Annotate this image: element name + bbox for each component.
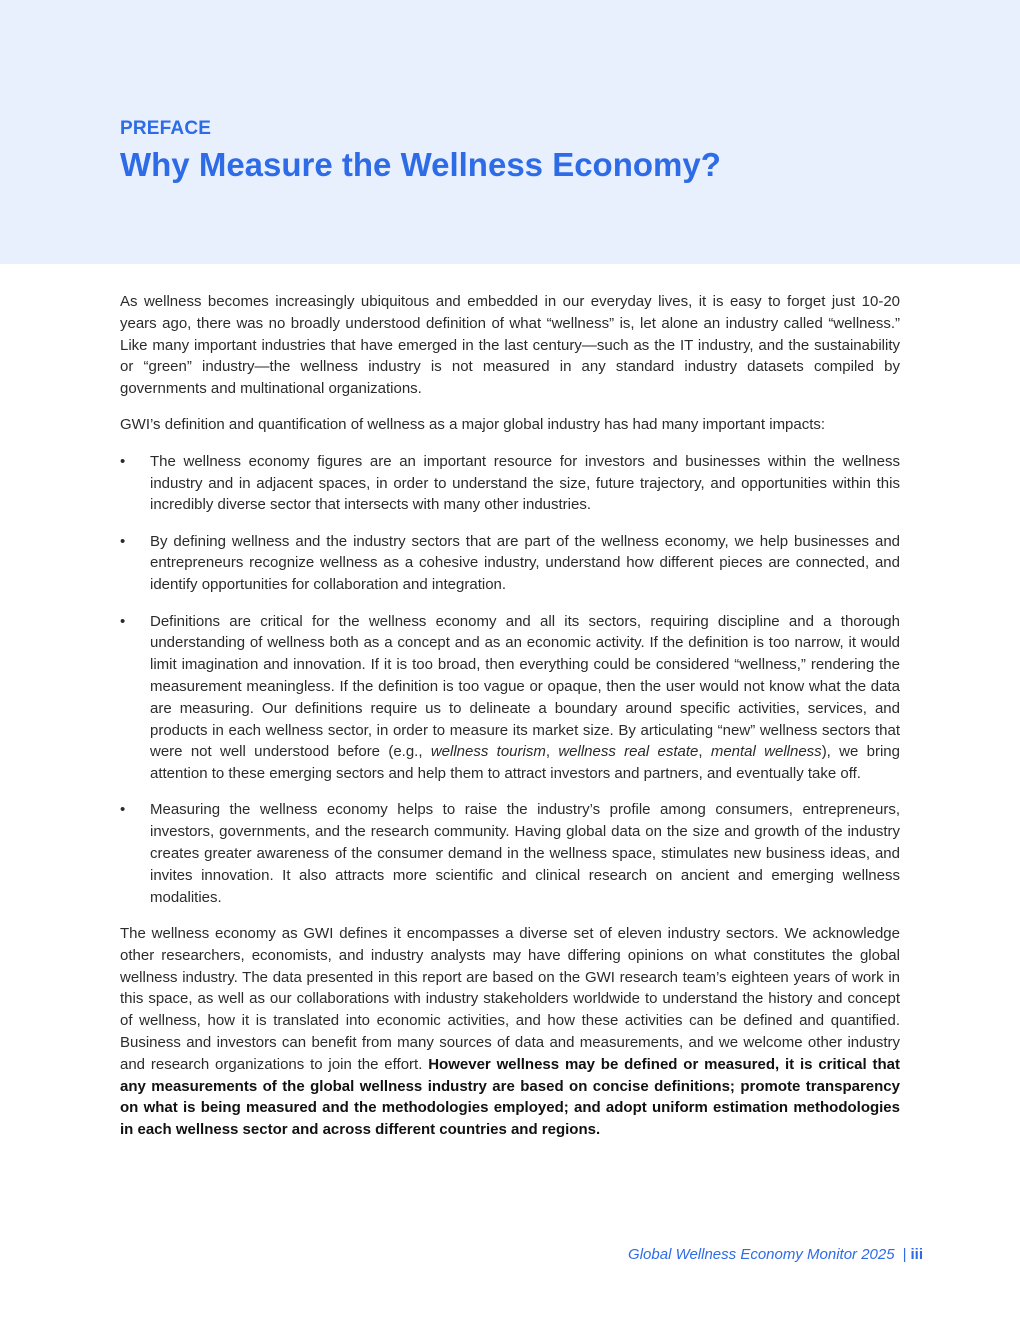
list-item-text: By defining wellness and the industry sectors that are part of the wellness economy, we help businesses and entrepreneurs recognize wellness as a cohesive industry, understand how different pieces are connected, and identify opportunities for collaboration and integration. (150, 532, 900, 594)
page-number: iii (910, 1246, 923, 1263)
paragraph-intro: As wellness becomes increasingly ubiquitous and embedded in our everyday lives, it is easy to forget just 10-20 years ago, there was no broadly understood definition of what “wellness” is, let alone an industry called “wellness.” Like many important industries that have emerged in the last century—such as the IT industry, and the sustainability or “green” industry—the wellness industry is not measured in any standard industry datasets compiled by governments and multinational organizations. (120, 293, 900, 398)
text-run: The wellness economy as GWI defines it encompasses a diverse set of eleven industry sectors. We acknowledge other researchers, economists, and industry analysts may have differing opinions on what constitutes the global wellness industry. The data presented in this report are based on the GWI research team’s eighteen years of work in this space, as well as our collaborations with industry stakeholders worldwide to understand the history and concept of wellness, how it is translated into economic activities, and how these activities can be defined and quantified. Business and investors can benefit from many sources of data and measurements, and we welcome other industry and research organizations to join the effort. (120, 924, 900, 1073)
list-item-text: The wellness economy figures are an important resource for investors and businesses within the wellness industry and in adjacent spaces, in order to understand the size, future trajectory, and opportunities within this incredibly diverse sector that intersects with many other industries. (150, 452, 900, 514)
paragraph-conclusion (120, 923, 900, 1141)
list-item (120, 531, 900, 596)
publication-title: Global Wellness Economy Monitor 2025 (628, 1246, 895, 1263)
list-item-text: Measuring the wellness economy helps to raise the industry’s profile among consumers, entrepreneurs, investors, governments, and the research community. Having global data on the size and growth of the industry creates greater awareness of the consumer demand in the wellness space, stimulates new business ideas, and invites innovation. It also attracts more scientific and clinical research on ancient and emerging wellness modalities. (150, 801, 900, 906)
text-run: , (545, 743, 559, 761)
emphasis-wellness-real-estate: wellness real estate (558, 743, 699, 761)
section-kicker: PREFACE (120, 118, 212, 139)
page-footer (628, 1246, 923, 1263)
list-item (120, 451, 900, 516)
list-item (120, 611, 900, 785)
bullet-icon: • (120, 612, 126, 630)
list-item (120, 799, 900, 908)
bullet-icon: • (120, 452, 126, 470)
emphasis-mental-wellness: mental wellness (710, 743, 822, 761)
text-run: , (698, 743, 711, 761)
header-banner (0, 0, 1020, 264)
emphasis-wellness-tourism: wellness tourism (430, 743, 546, 761)
paragraph-impacts-lead: GWI’s definition and quantification of wellness as a major global industry has had many important impacts: (120, 416, 826, 434)
impacts-list (120, 451, 900, 909)
bullet-icon: • (120, 801, 126, 819)
key-statement: However wellness may be defined or measured, it is critical that any measurements of the global wellness industry are based on concise definitions; promote transparency on what is being measured and the methodologies employed; and adopt uniform estimation methodologies in each wellness sector and across different countries and regions. (120, 1055, 900, 1139)
footer-separator: | (902, 1246, 907, 1263)
bullet-icon: • (120, 532, 126, 550)
page-title: Why Measure the Wellness Economy? (120, 146, 721, 183)
list-item-text (150, 613, 900, 783)
text-run: ), we bring attention to these emerging sectors and help them to attract investors and partners, and eventually take off. (150, 743, 900, 783)
main-content (120, 291, 900, 1155)
text-run: Definitions are critical for the wellness economy and all its sectors, requiring discipline and a thorough understanding of wellness both as a concept and as an economic activity. If the definition is too narrow, it would limit imagination and innovation. If it is too broad, then everything could be considered “wellness,” rendering the measurement meaningless. If the definition is too vague or opaque, then the user would not know what the data are measuring. Our definitions require us to delineate a boundary around specific activities, services, and products in each wellness sector, in order to measure its market size. By articulating “new” wellness sectors that were not well understood before (e.g., (150, 612, 900, 761)
